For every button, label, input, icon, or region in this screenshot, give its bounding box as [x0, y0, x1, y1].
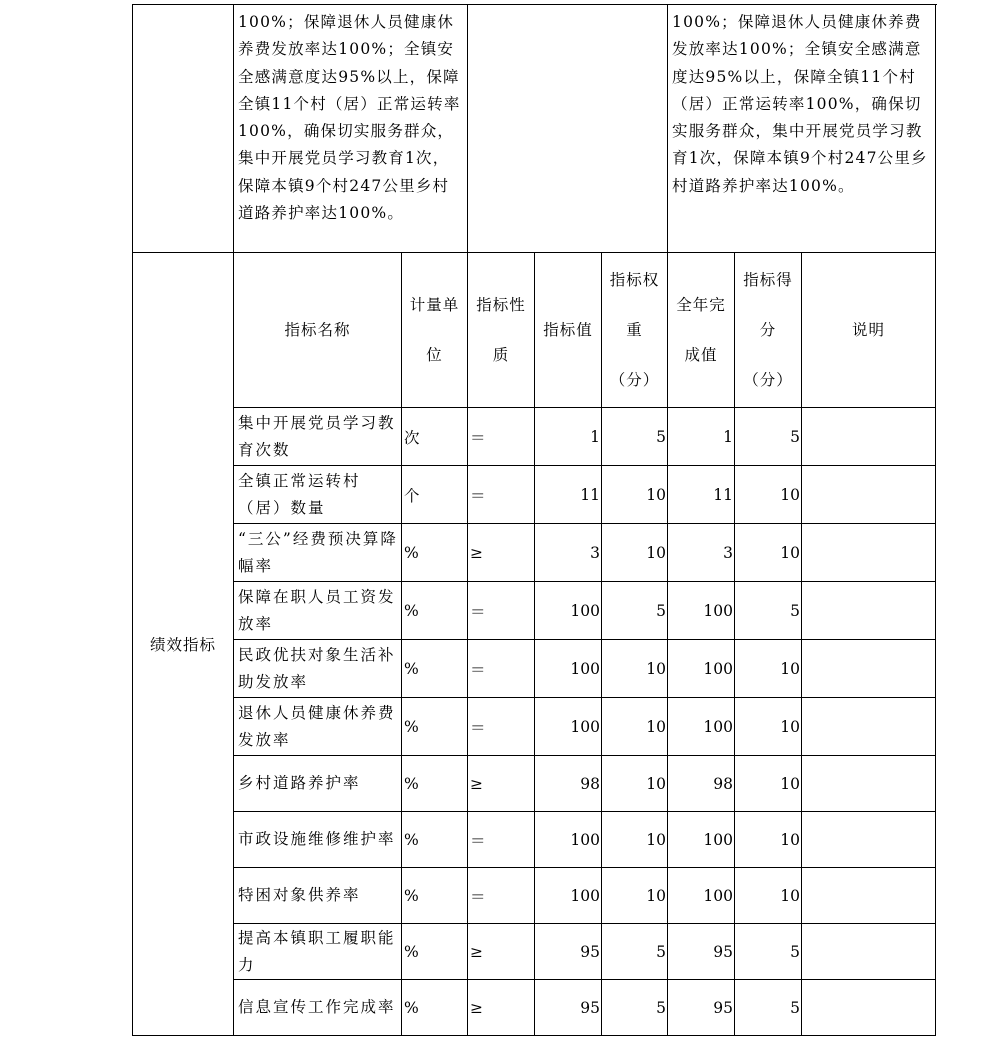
unit: 个	[402, 466, 468, 524]
nature: ＝	[468, 812, 535, 868]
value: 1	[535, 408, 602, 466]
header-unit: 计量单 位	[402, 253, 468, 408]
unit: %	[402, 640, 468, 698]
actual-value: 100	[668, 582, 735, 640]
nature: ≥	[468, 980, 535, 1036]
weight: 5	[602, 980, 668, 1036]
score: 10	[735, 812, 802, 868]
indicator-name: 民政优扶对象生活补助发放率	[234, 640, 402, 698]
header-note: 说明	[802, 253, 936, 408]
targets-row	[133, 5, 936, 253]
score: 10	[735, 640, 802, 698]
unit: %	[402, 582, 468, 640]
empty-cell	[468, 5, 668, 253]
nature: ＝	[468, 466, 535, 524]
value: 11	[535, 466, 602, 524]
header-value: 指标值	[535, 253, 602, 408]
indicator-name: 保障在职人员工资发放率	[234, 582, 402, 640]
indicator-row	[133, 466, 936, 524]
indicator-name: 全镇正常运转村（居）数量	[234, 466, 402, 524]
note	[802, 756, 936, 812]
unit: %	[402, 980, 468, 1036]
score: 10	[735, 524, 802, 582]
indicator-name: 信息宣传工作完成率	[234, 980, 402, 1036]
note	[802, 924, 936, 980]
nature: ＝	[468, 408, 535, 466]
weight: 5	[602, 924, 668, 980]
unit: %	[402, 698, 468, 756]
unit: 次	[402, 408, 468, 466]
header-score: 指标得 分 （分）	[735, 253, 802, 408]
indicator-name: “三公”经费预决算降幅率	[234, 524, 402, 582]
indicator-row	[133, 698, 936, 756]
nature: ＝	[468, 868, 535, 924]
unit: %	[402, 812, 468, 868]
actual-value: 95	[668, 980, 735, 1036]
note	[802, 868, 936, 924]
value: 100	[535, 640, 602, 698]
weight: 10	[602, 698, 668, 756]
planned-target-text: 100%；保障退休人员健康休养费发放率达100%；全镇安全感满意度达95%以上，保障全镇11个村（居）正常运转率100%，确保切实服务群众，集中开展党员学习教育1次，保障本镇9个村247公里乡村道路养护率达100%。	[234, 5, 468, 253]
nature: ≥	[468, 756, 535, 812]
actual-value: 3	[668, 524, 735, 582]
score: 10	[735, 756, 802, 812]
section-label: 绩效指标	[133, 253, 234, 1036]
score: 10	[735, 466, 802, 524]
value: 100	[535, 698, 602, 756]
weight: 10	[602, 868, 668, 924]
indicator-name: 提高本镇职工履职能力	[234, 924, 402, 980]
value: 95	[535, 980, 602, 1036]
value: 100	[535, 868, 602, 924]
note	[802, 812, 936, 868]
note	[802, 466, 936, 524]
indicator-row	[133, 582, 936, 640]
weight: 10	[602, 640, 668, 698]
unit: %	[402, 756, 468, 812]
actual-value: 11	[668, 466, 735, 524]
value: 98	[535, 756, 602, 812]
note	[802, 640, 936, 698]
performance-table	[132, 4, 936, 1036]
header-row	[133, 253, 936, 408]
weight: 10	[602, 466, 668, 524]
score: 5	[735, 408, 802, 466]
indicator-name: 特困对象供养率	[234, 868, 402, 924]
actual-value: 95	[668, 924, 735, 980]
actual-value: 100	[668, 698, 735, 756]
indicator-row	[133, 924, 936, 980]
nature: ＝	[468, 582, 535, 640]
score: 5	[735, 924, 802, 980]
note	[802, 980, 936, 1036]
note	[802, 582, 936, 640]
indicator-name: 退休人员健康休养费发放率	[234, 698, 402, 756]
nature: ≥	[468, 924, 535, 980]
unit: %	[402, 924, 468, 980]
value: 100	[535, 582, 602, 640]
note	[802, 698, 936, 756]
header-actual: 全年完 成值	[668, 253, 735, 408]
indicator-row	[133, 756, 936, 812]
score: 5	[735, 980, 802, 1036]
indicator-name: 乡村道路养护率	[234, 756, 402, 812]
value: 100	[535, 812, 602, 868]
unit: %	[402, 868, 468, 924]
weight: 5	[602, 582, 668, 640]
indicator-row	[133, 980, 936, 1036]
indicator-name: 市政设施维修维护率	[234, 812, 402, 868]
weight: 10	[602, 524, 668, 582]
actual-value: 100	[668, 812, 735, 868]
score: 5	[735, 582, 802, 640]
indicator-row	[133, 812, 936, 868]
actual-value: 100	[668, 868, 735, 924]
nature: ＝	[468, 698, 535, 756]
weight: 5	[602, 408, 668, 466]
nature: ＝	[468, 640, 535, 698]
value: 95	[535, 924, 602, 980]
score: 10	[735, 698, 802, 756]
actual-target-text: 100%；保障退休人员健康休养费发放率达100%；全镇安全感满意度达95%以上，保障全镇11个村（居）正常运转率100%，确保切实服务群众，集中开展党员学习教育1次，保障本镇9个村247公里乡村道路养护率达100%。	[668, 5, 936, 253]
weight: 10	[602, 756, 668, 812]
header-nature: 指标性 质	[468, 253, 535, 408]
header-weight: 指标权 重 （分）	[602, 253, 668, 408]
actual-value: 1	[668, 408, 735, 466]
nature: ≥	[468, 524, 535, 582]
note	[802, 524, 936, 582]
indicator-name: 集中开展党员学习教育次数	[234, 408, 402, 466]
header-name: 指标名称	[234, 253, 402, 408]
actual-value: 100	[668, 640, 735, 698]
weight: 10	[602, 812, 668, 868]
unit: %	[402, 524, 468, 582]
score: 10	[735, 868, 802, 924]
note	[802, 408, 936, 466]
actual-value: 98	[668, 756, 735, 812]
indicator-row	[133, 640, 936, 698]
indicator-row	[133, 524, 936, 582]
indicator-row	[133, 868, 936, 924]
value: 3	[535, 524, 602, 582]
indicator-row	[133, 408, 936, 466]
targets-label-cell	[133, 5, 234, 253]
